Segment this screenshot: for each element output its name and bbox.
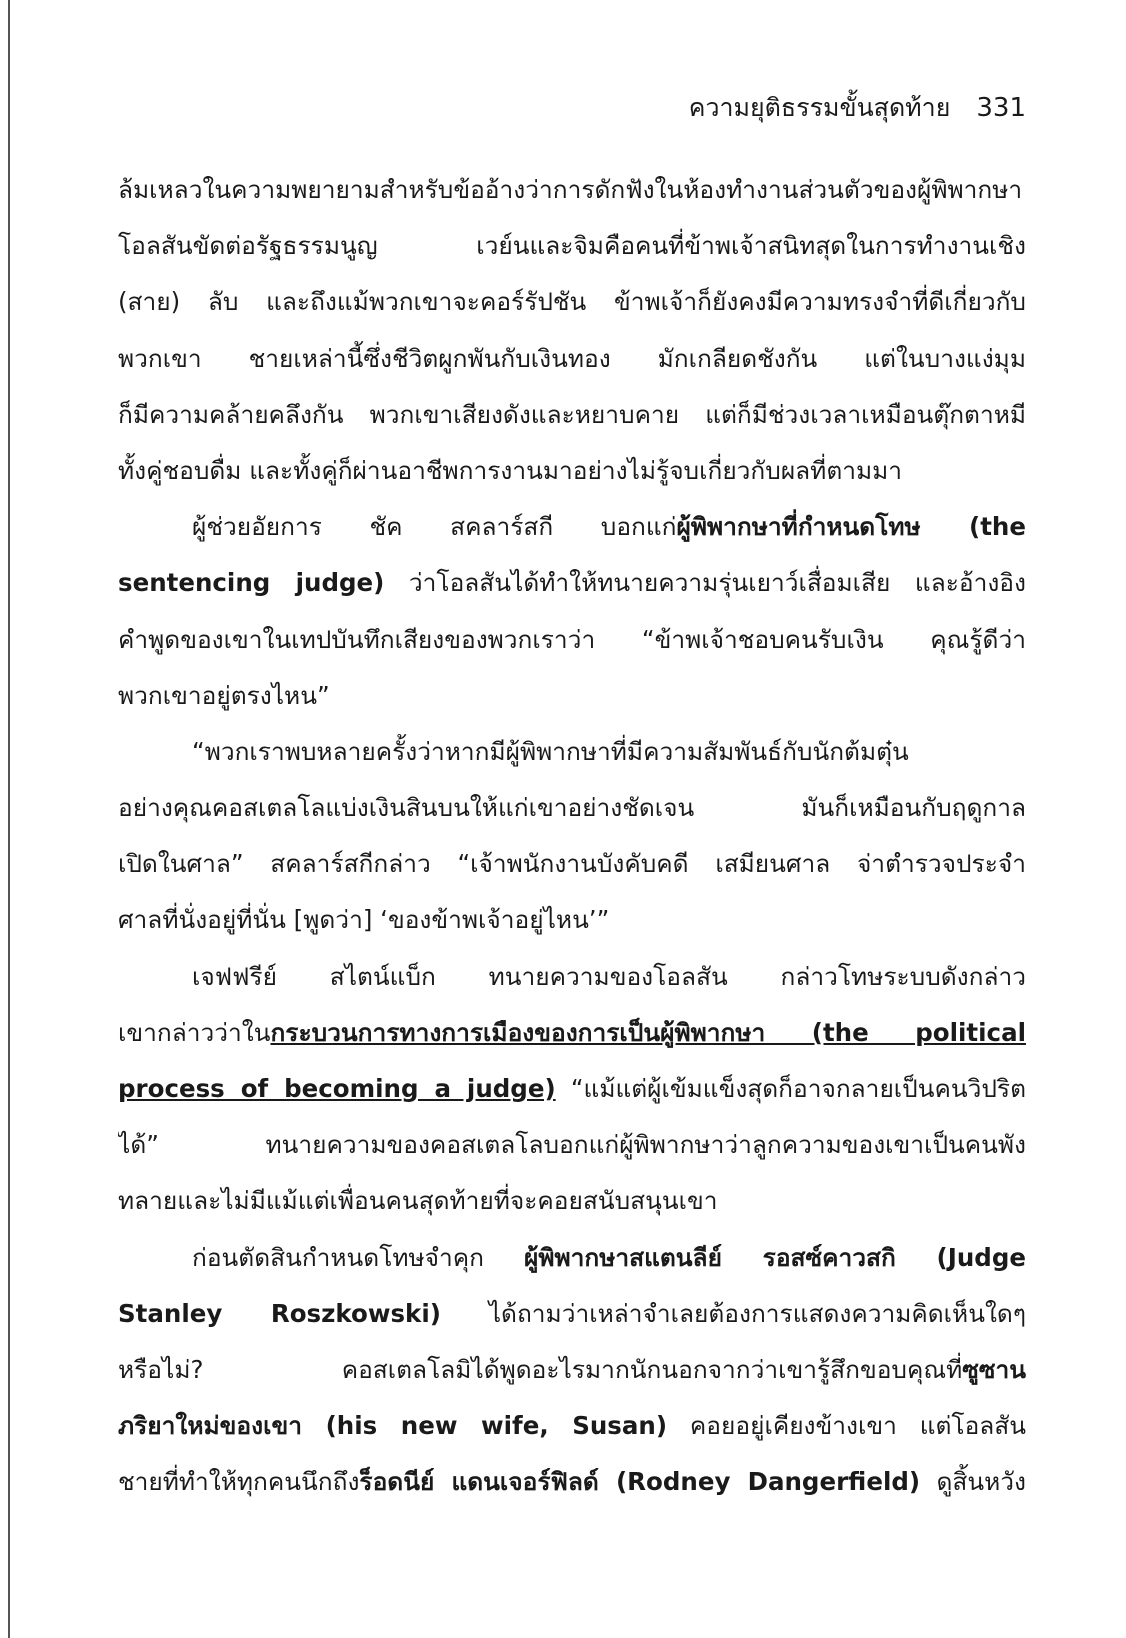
- text-line: [118, 555, 1026, 611]
- text-line: ล้มเหลวในความพยายามสำหรับข้ออ้างว่าการดักฟังในห้องทำงานส่วนตัวของผู้พิพากษา: [118, 175, 1023, 204]
- running-header: [689, 88, 1026, 128]
- text-line: “พวกเราพบหลายครั้งว่าหากมีผู้พิพากษาที่มีความสัมพันธ์กับนักต้มตุ๋น: [192, 736, 909, 766]
- bold-term: sentencing judge): [118, 568, 385, 598]
- bold-term: ร็อดนีย์ แดนเจอร์ฟิลด์ (Rodney Dangerfield): [359, 1467, 921, 1497]
- body-text: [118, 162, 1026, 1511]
- text-line: [118, 1342, 1026, 1398]
- page-edge-rule: [8, 0, 10, 1638]
- text-run: ได้ถามว่าเหล่าจำเลยต้องการแสดงความคิดเห็นใดๆ: [440, 1298, 1026, 1328]
- text-line: ทั้งคู่ชอบดื่ม และทั้งคู่ก็ผ่านอาชีพการงานมาอย่างไม่รู้จบเกี่ยวกับผลที่ตามมา: [118, 455, 903, 485]
- text-line: (สาย) ลับ และถึงแม้พวกเขาจะคอร์รัปชัน ข้าพเจ้าก็ยังคงมีความทรงจำที่ดีเกี่ยวกับ: [118, 287, 1026, 317]
- text-run: ดูสิ้นหวัง: [920, 1467, 1026, 1497]
- paragraph-3: [118, 724, 1026, 949]
- text-line: [118, 1005, 1026, 1061]
- text-run: “แม้แต่ผู้เข้มแข็งสุดก็อาจกลายเป็นคนวิปริต: [555, 1074, 1026, 1103]
- paragraph-4: [118, 949, 1026, 1230]
- paragraph-5: [118, 1230, 1026, 1511]
- text-line: [118, 1230, 1026, 1286]
- paragraph-1: [118, 162, 1026, 499]
- text-line: โอลสันขัดต่อรัฐธรรมนูญ เวย์นและจิมคือคนที่ข้าพเจ้าสนิทสุดในการทำงานเชิง: [118, 231, 1026, 261]
- text-run: ก่อนตัดสินกำหนดโทษจำคุก: [192, 1242, 524, 1272]
- text-line: พวกเขา ชายเหล่านี้ซึ่งชีวิตผูกพันกับเงินทอง มักเกลียดชังกัน แต่ในบางแง่มุม: [118, 343, 1026, 373]
- text-line: [118, 1454, 1026, 1510]
- text-line: [118, 1286, 1026, 1342]
- text-line: ทลายและไม่มีแม้แต่เพื่อนคนสุดท้ายที่จะคอยสนับสนุนเขา: [118, 1186, 718, 1216]
- bold-term: ผู้พิพากษาสแตนลีย์ รอสซ์คาวสกิ (Judge: [524, 1242, 1026, 1272]
- text-line: พวกเขาอยู่ตรงไหน”: [118, 680, 330, 710]
- text-run: ชายที่ทำให้ทุกคนนึกถึง: [118, 1467, 360, 1497]
- text-line: ได้” ทนายความของคอสเตลโลบอกแก่ผู้พิพากษาว่าลูกความของเขาเป็นคนพัง: [118, 1130, 1026, 1160]
- text-line: ศาลที่นั่งอยู่ที่นั่น [พูดว่า] ‘ของข้าพเจ้าอยู่ไหน’”: [118, 905, 610, 935]
- text-line: [118, 1398, 1026, 1454]
- bold-term: ซูซาน: [962, 1354, 1026, 1384]
- bold-term: ผู้พิพากษาที่กำหนดโทษ (the: [676, 512, 1026, 542]
- text-line: [118, 1061, 1026, 1117]
- text-line: คำพูดของเขาในเทปบันทึกเสียงของพวกเราว่า “ข้าพเจ้าชอบคนรับเงิน คุณรู้ดีว่า: [118, 624, 1026, 654]
- underlined-term: กระบวนการทางการเมืองของการเป็นผู้พิพากษา (the political: [270, 1017, 1026, 1047]
- text-run: ผู้ช่วยอัยการ ชัค สคลาร์สกี บอกแก่: [192, 512, 677, 542]
- text-line: อย่างคุณคอสเตลโลแบ่งเงินสินบนให้แก่เขาอย่างชัดเจน มันก็เหมือนกับฤดูกาล: [118, 793, 1026, 823]
- bold-term: ภริยาใหม่ของเขา (his new wife, Susan): [118, 1411, 668, 1441]
- text-line: ก็มีความคล้ายคลึงกัน พวกเขาเสียงดังและหยาบคาย แต่ก็มีช่วงเวลาเหมือนตุ๊กตาหมี: [118, 399, 1026, 429]
- text-run: หรือไม่? คอสเตลโลมิได้พูดอะไรมากนักนอกจากว่าเขารู้สึกขอบคุณที่: [118, 1354, 963, 1384]
- page-number: 331: [976, 93, 1026, 123]
- text-line: [118, 499, 1026, 555]
- text-line: เปิดในศาล” สคลาร์สกีกล่าว “เจ้าพนักงานบังคับคดี เสมียนศาล จ่าตำรวจประจำ: [118, 849, 1026, 879]
- underlined-term: process of becoming a judge): [118, 1074, 556, 1103]
- chapter-title: ความยุติธรรมขั้นสุดท้าย: [688, 93, 951, 122]
- text-run: ว่าโอลสันได้ทำให้ทนายความรุ่นเยาว์เสื่อมเสีย และอ้างอิง: [384, 568, 1026, 598]
- text-run: คอยอยู่เคียงข้างเขา แต่โอลสัน: [667, 1411, 1026, 1441]
- text-run: เขากล่าวว่าใน: [118, 1017, 271, 1047]
- paragraph-2: [118, 499, 1026, 724]
- bold-term: Stanley Roszkowski): [118, 1298, 441, 1328]
- text-line: เจฟฟรีย์ สไตน์แบ็ก ทนายความของโอลสัน กล่าวโทษระบบดังกล่าว: [192, 961, 1026, 991]
